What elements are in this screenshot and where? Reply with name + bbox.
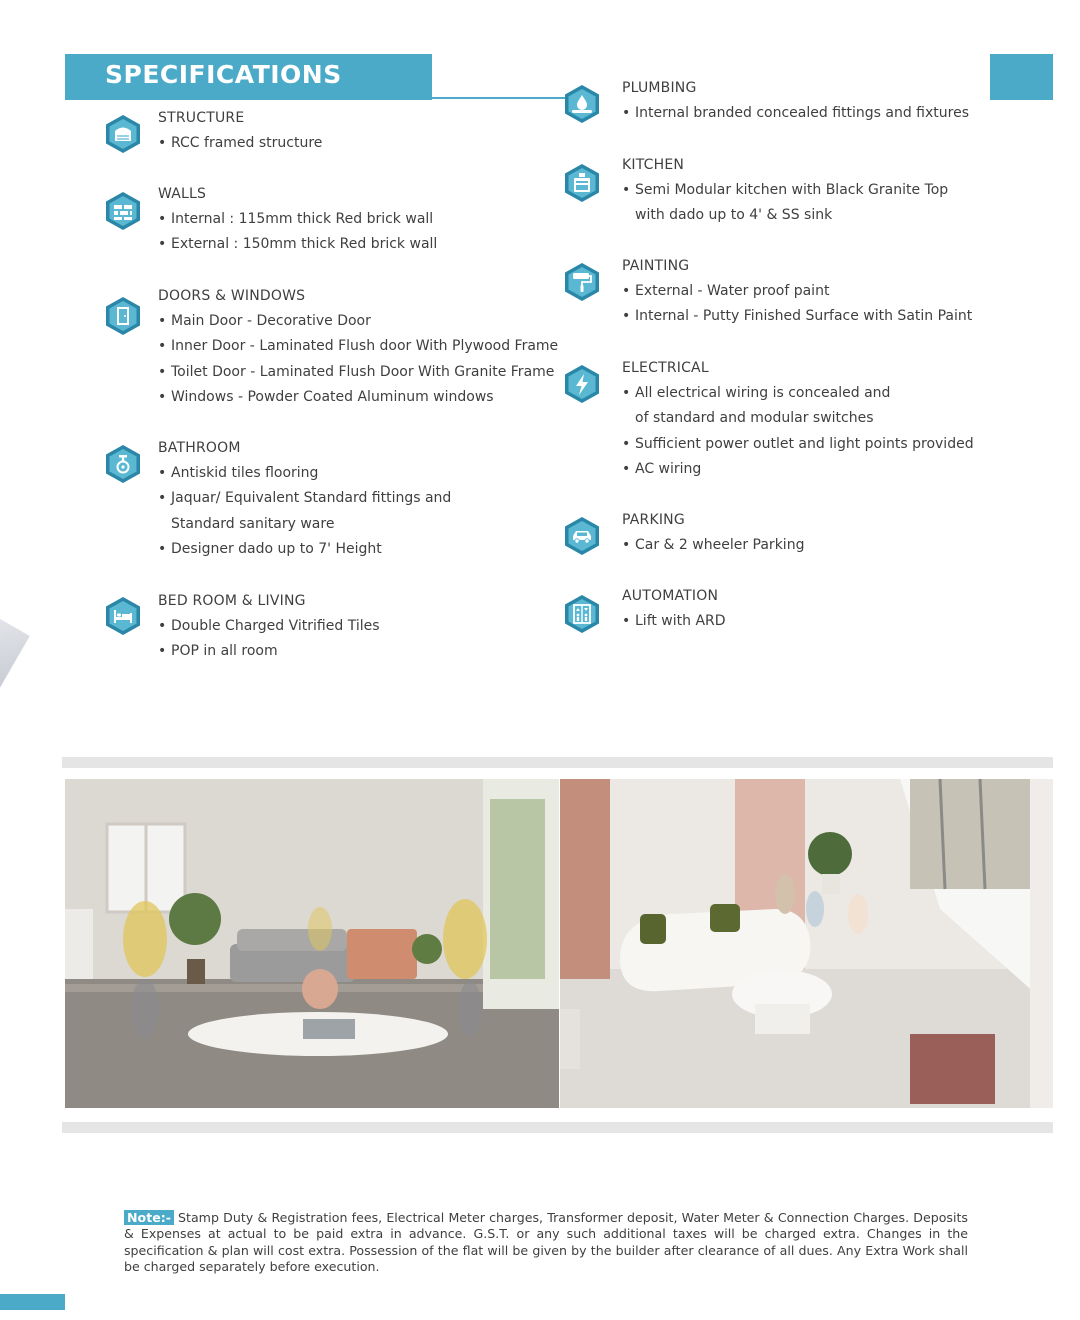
list-item: • External : 150mm thick Red brick wall bbox=[158, 232, 437, 257]
bottom-accent-tab bbox=[0, 1294, 65, 1310]
section-items bbox=[622, 178, 948, 229]
lift-icon bbox=[564, 594, 600, 634]
kitchen-icon bbox=[564, 163, 600, 203]
list-item: • Lift with ARD bbox=[622, 609, 726, 634]
header-rule bbox=[432, 97, 582, 99]
note-text: Stamp Duty & Registration fees, Electrical Meter charges, Transformer deposit, Water Meter & Connection Charges. Deposits & Expenses at actual to be paid extra in advance. G.S.T. or any such additional taxes will be charged extra. Changes in the specification & plan will cost extra. Possession of the flat will be given by the builder after clearance of all dues. Any Extra Work shall be charged separately before execution. bbox=[124, 1210, 968, 1275]
car-icon bbox=[564, 516, 600, 556]
list-item: • All electrical wiring is concealed and bbox=[622, 381, 974, 406]
door-icon bbox=[105, 296, 141, 336]
section-items bbox=[622, 279, 972, 330]
list-item: • Car & 2 wheeler Parking bbox=[622, 533, 804, 558]
list-item: • AC wiring bbox=[622, 457, 974, 482]
living-room-photo bbox=[65, 779, 559, 1108]
list-item: • POP in all room bbox=[158, 639, 380, 664]
list-item: • External - Water proof paint bbox=[622, 279, 972, 304]
list-item: • Internal : 115mm thick Red brick wall bbox=[158, 207, 437, 232]
lightning-icon bbox=[564, 364, 600, 404]
section-title: WALLS bbox=[158, 186, 207, 202]
left-edge-decoration bbox=[0, 612, 30, 688]
section-items bbox=[158, 614, 380, 665]
section-items bbox=[622, 381, 974, 483]
section-title: KITCHEN bbox=[622, 157, 685, 173]
section-title: AUTOMATION bbox=[622, 588, 719, 604]
list-item: • Sufficient power outlet and light points provided bbox=[622, 432, 974, 457]
list-item: • Designer dado up to 7' Height bbox=[158, 537, 451, 562]
section-title: PARKING bbox=[622, 512, 685, 528]
section-items bbox=[158, 461, 451, 563]
section-title: PAINTING bbox=[622, 258, 690, 274]
list-item: • RCC framed structure bbox=[158, 131, 322, 156]
section-title: BED ROOM & LIVING bbox=[158, 593, 306, 609]
list-item: • Windows - Powder Coated Aluminum windows bbox=[158, 385, 558, 410]
plumbing-icon bbox=[564, 84, 600, 124]
list-item: • Double Charged Vitrified Tiles bbox=[158, 614, 380, 639]
section-items bbox=[622, 533, 804, 558]
list-item-continuation: Standard sanitary ware bbox=[171, 515, 335, 532]
photo-band-top bbox=[62, 757, 1053, 768]
paint-roller-icon bbox=[564, 262, 600, 302]
list-item: • Internal branded concealed fittings and fixtures bbox=[622, 101, 969, 126]
corner-accent-block bbox=[990, 54, 1053, 100]
list-item: • Jaquar/ Equivalent Standard fittings and bbox=[158, 486, 451, 511]
list-item: • Inner Door - Laminated Flush door With Plywood Frame bbox=[158, 334, 558, 359]
list-item: • Main Door - Decorative Door bbox=[158, 309, 558, 334]
section-title: BATHROOM bbox=[158, 440, 241, 456]
note-paragraph bbox=[124, 1210, 968, 1276]
section-title: ELECTRICAL bbox=[622, 360, 709, 376]
specifications-header bbox=[65, 54, 432, 100]
list-item-continuation: with dado up to 4' & SS sink bbox=[635, 207, 833, 224]
section-items bbox=[158, 207, 437, 258]
section-title: PLUMBING bbox=[622, 80, 697, 96]
faucet-icon bbox=[105, 444, 141, 484]
section-items bbox=[158, 309, 558, 411]
brick-wall-icon bbox=[105, 191, 141, 231]
page-title: SPECIFICATIONS bbox=[105, 60, 342, 89]
section-items bbox=[158, 131, 322, 156]
bed-icon bbox=[105, 596, 141, 636]
list-item: • Semi Modular kitchen with Black Granite Top bbox=[622, 178, 948, 203]
list-item: • Toilet Door - Laminated Flush Door With Granite Frame bbox=[158, 360, 558, 385]
list-item-continuation: of standard and modular switches bbox=[635, 410, 874, 427]
lounge-photo bbox=[560, 779, 1053, 1108]
structure-icon bbox=[105, 114, 141, 154]
section-title: DOORS & WINDOWS bbox=[158, 288, 306, 304]
section-items bbox=[622, 101, 969, 126]
list-item: • Internal - Putty Finished Surface with Satin Paint bbox=[622, 304, 972, 329]
note-label: Note:- bbox=[124, 1210, 174, 1225]
section-items bbox=[622, 609, 726, 634]
list-item: • Antiskid tiles flooring bbox=[158, 461, 451, 486]
photo-band-bottom bbox=[62, 1122, 1053, 1133]
section-title: STRUCTURE bbox=[158, 110, 245, 126]
